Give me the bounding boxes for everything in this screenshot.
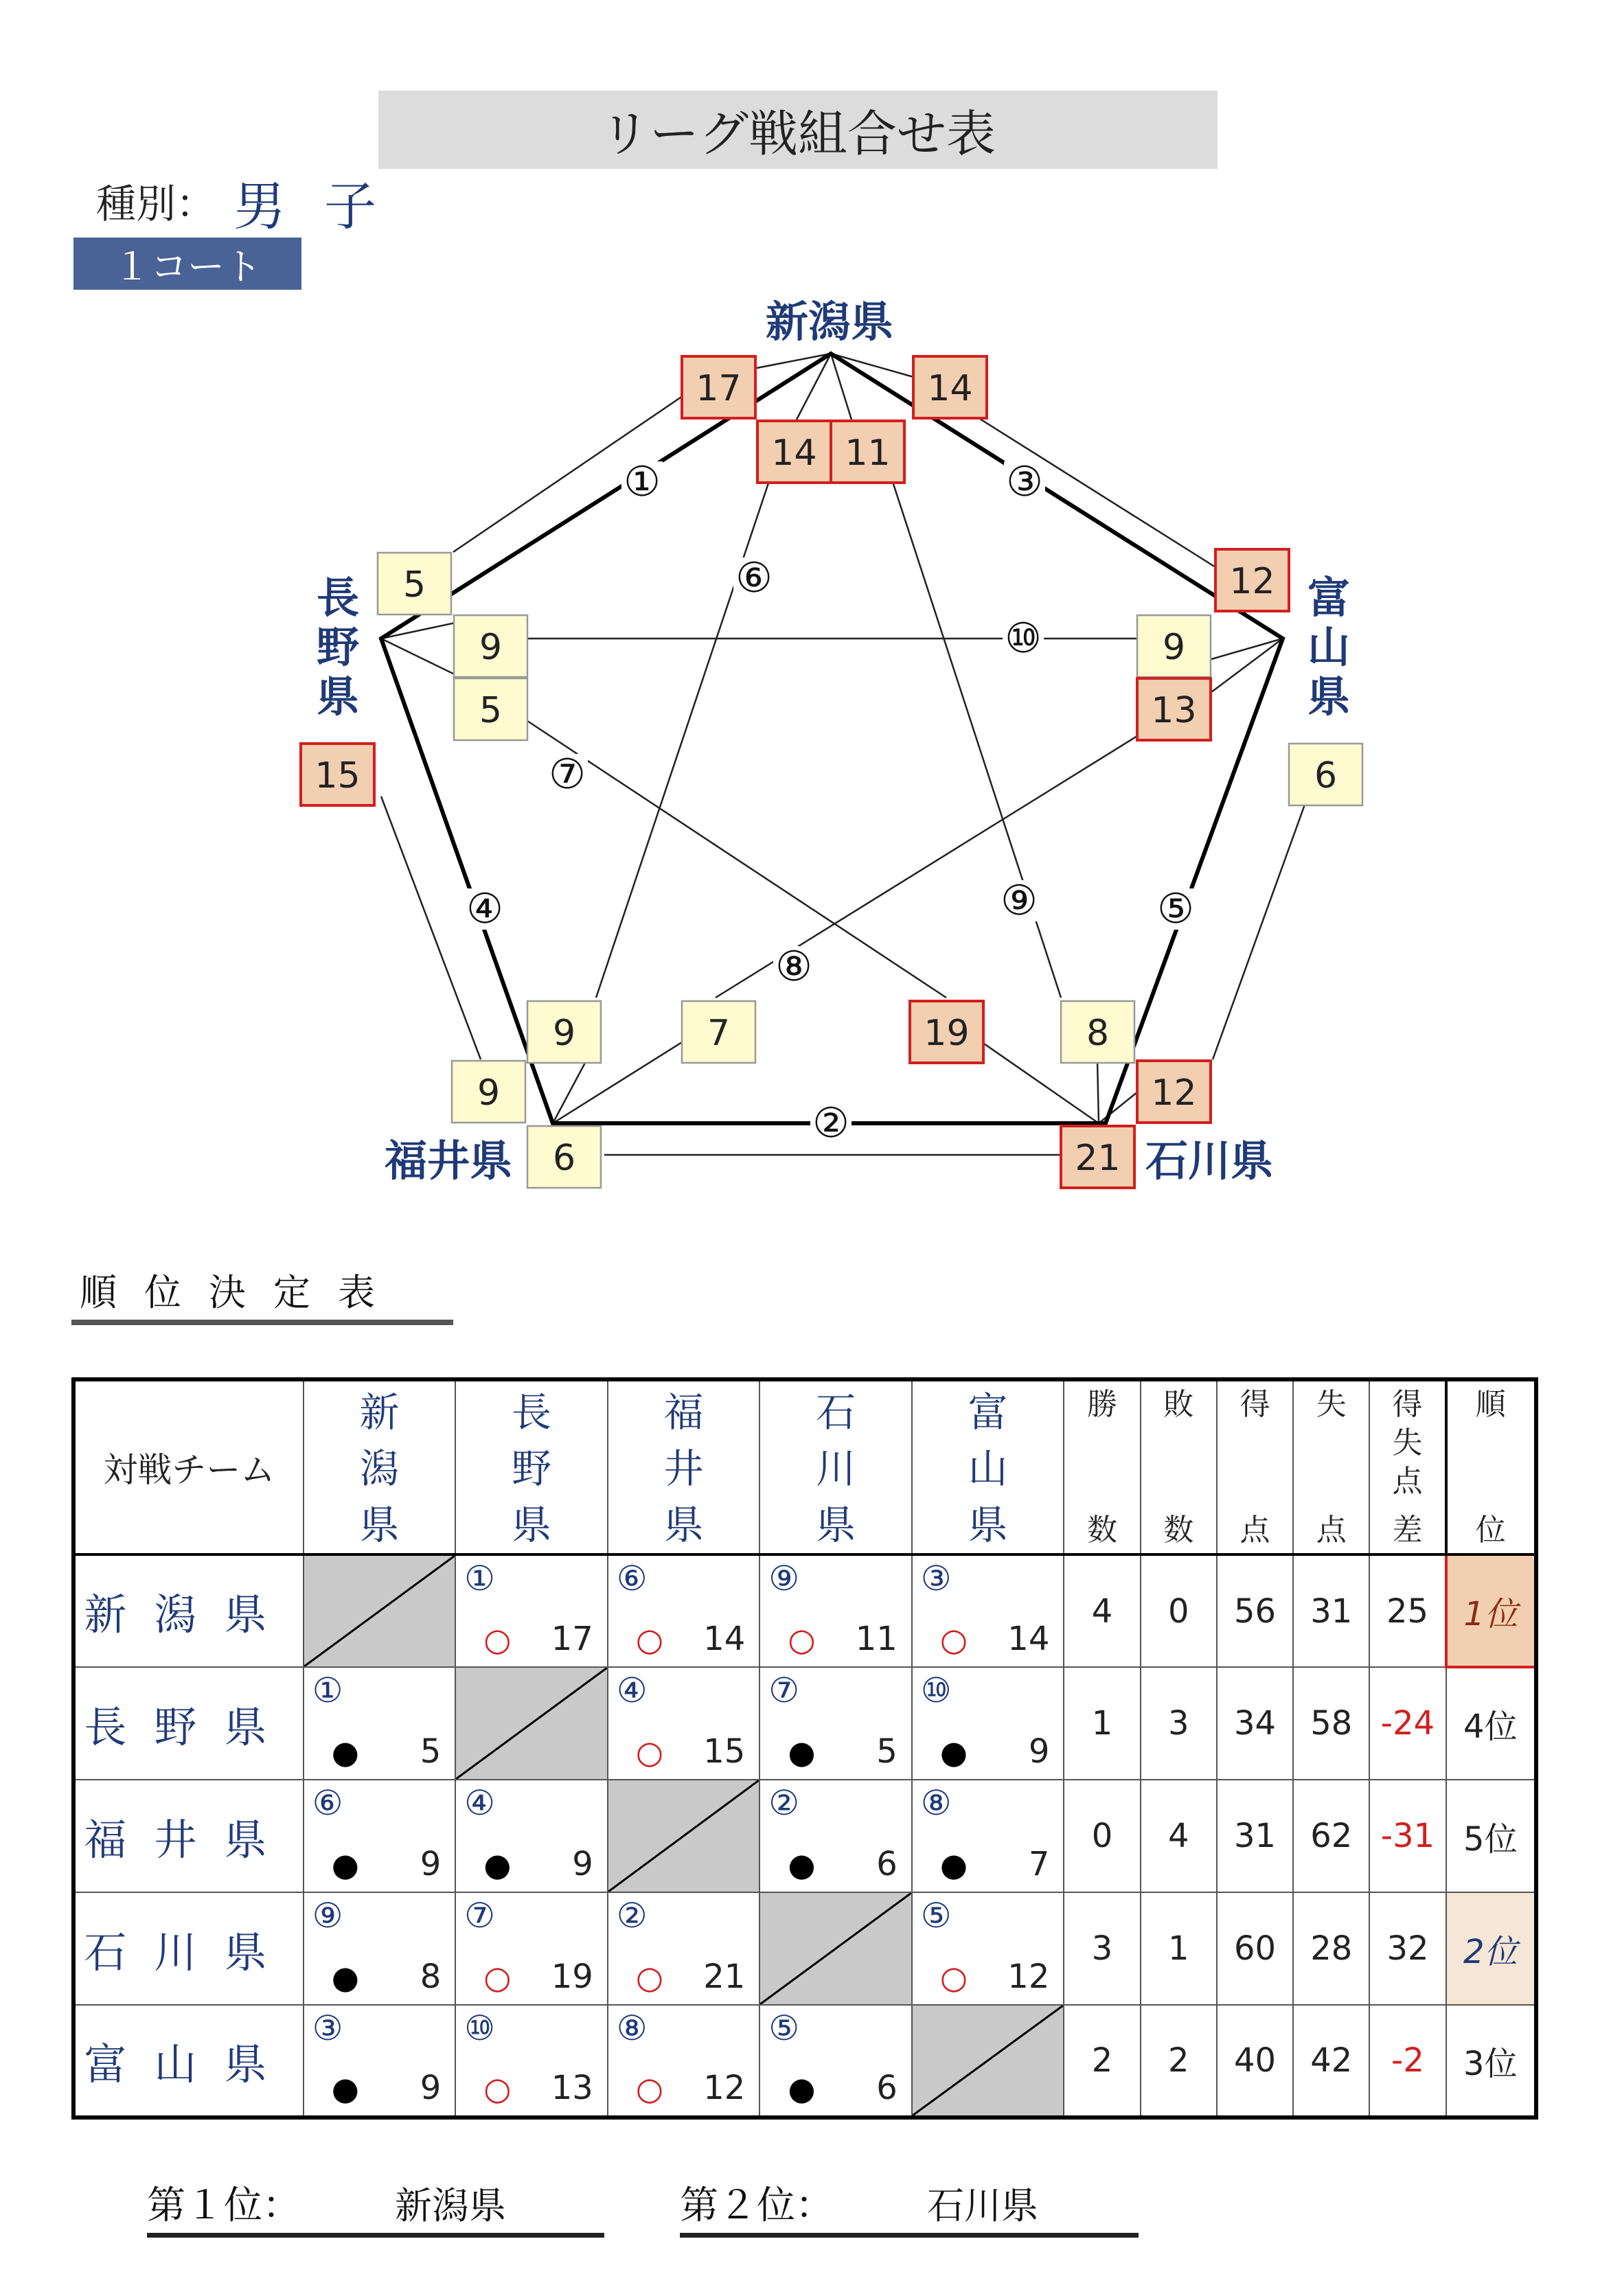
second-place-label: 第２位： bbox=[680, 2183, 834, 2228]
match-score: 17 bbox=[551, 1620, 593, 1658]
rank: 4位 bbox=[1446, 1667, 1536, 1780]
second-place-underline bbox=[680, 2233, 1139, 2238]
column-header-team bbox=[608, 1379, 760, 1554]
match-score: 5 bbox=[420, 1732, 442, 1771]
match-number-10: ⑩ bbox=[1005, 615, 1042, 663]
point-diff: 32 bbox=[1369, 1892, 1446, 2005]
win-mark: ○ bbox=[483, 1959, 512, 1996]
standings-title: 順位決定表 bbox=[80, 1271, 402, 1314]
match-result-cell bbox=[455, 1892, 608, 2005]
match-number: ③ bbox=[920, 1559, 952, 1598]
stat-header-top: 失 bbox=[1316, 1387, 1347, 1422]
loss-mark: ● bbox=[939, 1846, 968, 1883]
rank: 3位 bbox=[1446, 2005, 1536, 2117]
loss-mark: ● bbox=[788, 1846, 816, 1883]
points-against: 58 bbox=[1293, 1667, 1369, 1780]
row-team-name: 長野県 bbox=[73, 1667, 304, 1780]
win-mark: ○ bbox=[788, 1621, 816, 1658]
standings-header-row bbox=[73, 1379, 1536, 1554]
standings-row bbox=[73, 1780, 1536, 1892]
match-score: 15 bbox=[703, 1732, 746, 1771]
row-team-name: 富山県 bbox=[73, 2005, 304, 2117]
column-header-team-name: 新 潟 県 bbox=[359, 1389, 400, 1548]
stat-column-header bbox=[1369, 1379, 1446, 1554]
match-number: ⑤ bbox=[768, 2008, 800, 2048]
match-number: ⑥ bbox=[312, 1783, 343, 1823]
loss-mark: ● bbox=[331, 1846, 359, 1883]
match-result-cell bbox=[608, 1554, 760, 1667]
points-for: 40 bbox=[1217, 2005, 1293, 2117]
stat-header-top: 得 bbox=[1239, 1387, 1270, 1422]
self-match-cell bbox=[912, 2005, 1064, 2117]
standings-row bbox=[73, 2005, 1536, 2117]
column-header-team bbox=[912, 1379, 1064, 1554]
rank: 2位 bbox=[1446, 1892, 1536, 2005]
category-value: 男子 bbox=[233, 176, 415, 237]
row-team-name: 石川県 bbox=[73, 1892, 304, 2005]
match-number-3: ③ bbox=[1006, 458, 1043, 506]
points-against: 28 bbox=[1293, 1892, 1369, 2005]
points-for: 56 bbox=[1217, 1554, 1293, 1667]
stat-header-top: 勝 bbox=[1086, 1387, 1117, 1422]
match-number-4: ④ bbox=[466, 885, 503, 933]
point-diff: -24 bbox=[1369, 1667, 1446, 1780]
match-number: ⑤ bbox=[920, 1896, 952, 1936]
score-box-value: 19 bbox=[924, 1013, 970, 1054]
match-result-cell bbox=[759, 1780, 912, 1892]
page-title: リーグ戦組合せ表 bbox=[378, 91, 1218, 169]
column-header-team-name: 長 野 県 bbox=[512, 1389, 552, 1548]
match-score: 13 bbox=[551, 2069, 593, 2107]
match-number: ⑨ bbox=[312, 1896, 343, 1936]
match-number-5: ⑤ bbox=[1157, 885, 1194, 933]
standings-table bbox=[71, 1377, 1538, 2120]
match-score: 21 bbox=[703, 1958, 746, 1996]
team-label-ishikawa: 石川県 bbox=[1145, 1136, 1274, 1186]
points-for: 34 bbox=[1217, 1667, 1293, 1780]
match-number: ② bbox=[768, 1783, 800, 1823]
score-box-value: 9 bbox=[1162, 627, 1186, 668]
score-box-value: 17 bbox=[696, 368, 742, 409]
score-box-value: 7 bbox=[707, 1013, 731, 1054]
rank: 5位 bbox=[1446, 1780, 1536, 1892]
wins: 3 bbox=[1064, 1892, 1140, 2005]
first-place-underline bbox=[147, 2233, 604, 2238]
match-result-cell bbox=[455, 2005, 608, 2117]
match-result-cell bbox=[912, 1554, 1064, 1667]
points-against: 31 bbox=[1293, 1554, 1369, 1667]
losses: 2 bbox=[1141, 2005, 1217, 2117]
team-label-fukui: 福井県 bbox=[385, 1136, 513, 1186]
points-for: 60 bbox=[1217, 1892, 1293, 2005]
category-label: 種別： bbox=[96, 181, 216, 227]
first-place-label: 第１位： bbox=[147, 2183, 301, 2228]
match-score: 9 bbox=[572, 1845, 593, 1883]
score-box-value: 5 bbox=[479, 690, 503, 731]
self-match-cell bbox=[759, 1892, 912, 2005]
win-mark: ○ bbox=[483, 1621, 512, 1658]
win-mark: ○ bbox=[635, 1959, 663, 1996]
match-result-cell bbox=[912, 1780, 1064, 1892]
score-box-value: 12 bbox=[1229, 561, 1275, 602]
match-score: 5 bbox=[876, 1732, 898, 1771]
court-badge: １コート bbox=[73, 238, 301, 290]
match-result-cell bbox=[304, 2005, 456, 2117]
match-number-7: ⑦ bbox=[549, 750, 586, 799]
match-score: 7 bbox=[1028, 1845, 1050, 1883]
score-box-value: 6 bbox=[552, 1138, 576, 1179]
match-number: ⑦ bbox=[768, 1671, 800, 1710]
match-result-cell bbox=[304, 1892, 456, 2005]
standings-row bbox=[73, 1667, 1536, 1780]
stat-header-top: 得 失 点 bbox=[1392, 1387, 1423, 1499]
stat-column-header bbox=[1217, 1379, 1293, 1554]
losses: 4 bbox=[1141, 1780, 1217, 1892]
standings-row bbox=[73, 1892, 1536, 2005]
wins: 2 bbox=[1064, 2005, 1140, 2117]
score-box-value: 8 bbox=[1086, 1013, 1110, 1054]
match-number: ② bbox=[616, 1896, 648, 1936]
match-number: ⑧ bbox=[920, 1783, 952, 1823]
point-diff: -2 bbox=[1369, 2005, 1446, 2117]
score-box-value: 14 bbox=[771, 433, 817, 474]
match-number: ⑧ bbox=[616, 2008, 648, 2048]
column-header-team-name: 福 井 県 bbox=[663, 1389, 704, 1548]
match-number: ⑩ bbox=[920, 1671, 952, 1710]
point-diff: -31 bbox=[1369, 1780, 1446, 1892]
wins: 4 bbox=[1064, 1554, 1140, 1667]
column-header-team-name: 石 川 県 bbox=[816, 1389, 856, 1548]
match-result-cell bbox=[759, 1667, 912, 1780]
points-against: 42 bbox=[1293, 2005, 1369, 2117]
match-number-2: ② bbox=[812, 1099, 849, 1147]
match-result-cell bbox=[455, 1780, 608, 1892]
self-match-cell bbox=[455, 1667, 608, 1780]
match-result-cell bbox=[912, 1667, 1064, 1780]
match-result-cell bbox=[608, 2005, 760, 2117]
match-score: 19 bbox=[551, 1958, 593, 1996]
point-diff: 25 bbox=[1369, 1554, 1446, 1667]
wins: 0 bbox=[1064, 1780, 1140, 1892]
score-box-value: 21 bbox=[1075, 1138, 1121, 1179]
loss-mark: ● bbox=[788, 2070, 816, 2107]
losses: 1 bbox=[1141, 1892, 1217, 2005]
self-match-cell bbox=[304, 1554, 456, 1667]
match-score: 9 bbox=[420, 1845, 442, 1883]
win-mark: ○ bbox=[635, 1621, 663, 1658]
loss-mark: ● bbox=[483, 1846, 512, 1883]
loss-mark: ● bbox=[331, 2070, 359, 2107]
score-box-value: 12 bbox=[1151, 1072, 1197, 1114]
column-header-team bbox=[455, 1379, 608, 1554]
wins: 1 bbox=[1064, 1667, 1140, 1780]
team-label-nagano: 長野県 bbox=[316, 573, 360, 722]
match-result-cell bbox=[608, 1667, 760, 1780]
match-score: 8 bbox=[420, 1958, 442, 1996]
stat-column-header bbox=[1141, 1379, 1217, 1554]
score-box-value: 9 bbox=[552, 1013, 576, 1054]
score-box-value: 9 bbox=[479, 627, 503, 668]
win-mark: ○ bbox=[635, 1734, 663, 1771]
points-against: 62 bbox=[1293, 1780, 1369, 1892]
score-box-value: 15 bbox=[315, 755, 361, 796]
stat-header-top: 順 bbox=[1475, 1387, 1506, 1422]
match-result-cell bbox=[455, 1554, 608, 1667]
match-number-6: ⑥ bbox=[735, 554, 773, 602]
match-result-cell bbox=[759, 1554, 912, 1667]
score-box-value: 14 bbox=[927, 368, 973, 409]
match-score: 12 bbox=[703, 2069, 746, 2107]
match-score: 6 bbox=[876, 2069, 898, 2107]
score-box-value: 5 bbox=[402, 564, 426, 606]
stat-header-bottom: 点 bbox=[1316, 1513, 1347, 1548]
match-number: ③ bbox=[312, 2008, 343, 2048]
stat-header-bottom: 点 bbox=[1239, 1513, 1270, 1548]
losses: 3 bbox=[1141, 1667, 1217, 1780]
loss-mark: ● bbox=[331, 1734, 359, 1771]
match-number: ⑩ bbox=[464, 2008, 496, 2048]
win-mark: ○ bbox=[939, 1621, 968, 1658]
match-score: 6 bbox=[876, 1845, 898, 1883]
stat-column-header bbox=[1064, 1379, 1140, 1554]
match-result-cell bbox=[912, 1892, 1064, 2005]
stat-header-bottom: 位 bbox=[1475, 1513, 1506, 1548]
match-score: 14 bbox=[703, 1620, 746, 1658]
match-score: 9 bbox=[420, 2069, 442, 2107]
team-label-toyama: 富山県 bbox=[1307, 573, 1351, 722]
win-mark: ○ bbox=[635, 2070, 663, 2107]
match-number-9: ⑨ bbox=[1001, 877, 1038, 925]
match-score: 12 bbox=[1007, 1958, 1050, 1996]
standings-row bbox=[73, 1554, 1536, 1667]
loss-mark: ● bbox=[331, 1959, 359, 1996]
first-place-value: 新潟県 bbox=[395, 2184, 506, 2227]
points-for: 31 bbox=[1217, 1780, 1293, 1892]
match-number: ① bbox=[464, 1559, 496, 1598]
column-header-team-name: 富 山 県 bbox=[968, 1389, 1008, 1548]
match-number: ① bbox=[312, 1671, 343, 1710]
score-box-value: 11 bbox=[845, 433, 891, 474]
match-result-cell bbox=[608, 1892, 760, 2005]
corner-label: 対戦チーム bbox=[73, 1379, 304, 1554]
row-team-name: 福井県 bbox=[73, 1780, 304, 1892]
match-number: ⑥ bbox=[616, 1559, 648, 1598]
stat-header-top: 敗 bbox=[1163, 1387, 1194, 1422]
match-number: ④ bbox=[616, 1671, 648, 1710]
standings-title-underline bbox=[71, 1320, 453, 1325]
loss-mark: ● bbox=[788, 1734, 816, 1771]
win-mark: ○ bbox=[483, 2070, 512, 2107]
match-result-cell bbox=[304, 1780, 456, 1892]
column-header-team bbox=[759, 1379, 912, 1554]
match-result-cell bbox=[304, 1667, 456, 1780]
match-score: 11 bbox=[855, 1620, 898, 1658]
second-place-value: 石川県 bbox=[927, 2184, 1038, 2227]
score-box-value: 13 bbox=[1151, 690, 1197, 731]
match-number: ⑦ bbox=[464, 1896, 496, 1936]
self-match-cell bbox=[608, 1780, 760, 1892]
match-number-8: ⑧ bbox=[775, 943, 812, 991]
stat-column-header bbox=[1446, 1379, 1536, 1554]
match-number: ④ bbox=[464, 1783, 496, 1823]
team-label-niigata: 新潟県 bbox=[766, 297, 894, 347]
stat-header-bottom: 差 bbox=[1392, 1513, 1423, 1548]
score-box-value: 6 bbox=[1314, 755, 1338, 796]
rank: 1位 bbox=[1446, 1554, 1536, 1667]
stat-column-header bbox=[1293, 1379, 1369, 1554]
match-number: ⑨ bbox=[768, 1559, 800, 1598]
losses: 0 bbox=[1141, 1554, 1217, 1667]
row-team-name: 新潟県 bbox=[73, 1554, 304, 1667]
match-result-cell bbox=[759, 2005, 912, 2117]
column-header-team bbox=[304, 1379, 456, 1554]
score-box-value: 9 bbox=[477, 1072, 501, 1114]
win-mark: ○ bbox=[939, 1959, 968, 1996]
match-number-1: ① bbox=[624, 458, 661, 506]
loss-mark: ● bbox=[939, 1734, 968, 1771]
stat-header-bottom: 数 bbox=[1163, 1513, 1194, 1548]
match-score: 9 bbox=[1028, 1732, 1050, 1771]
match-score: 14 bbox=[1007, 1620, 1050, 1658]
stat-header-bottom: 数 bbox=[1086, 1513, 1117, 1548]
